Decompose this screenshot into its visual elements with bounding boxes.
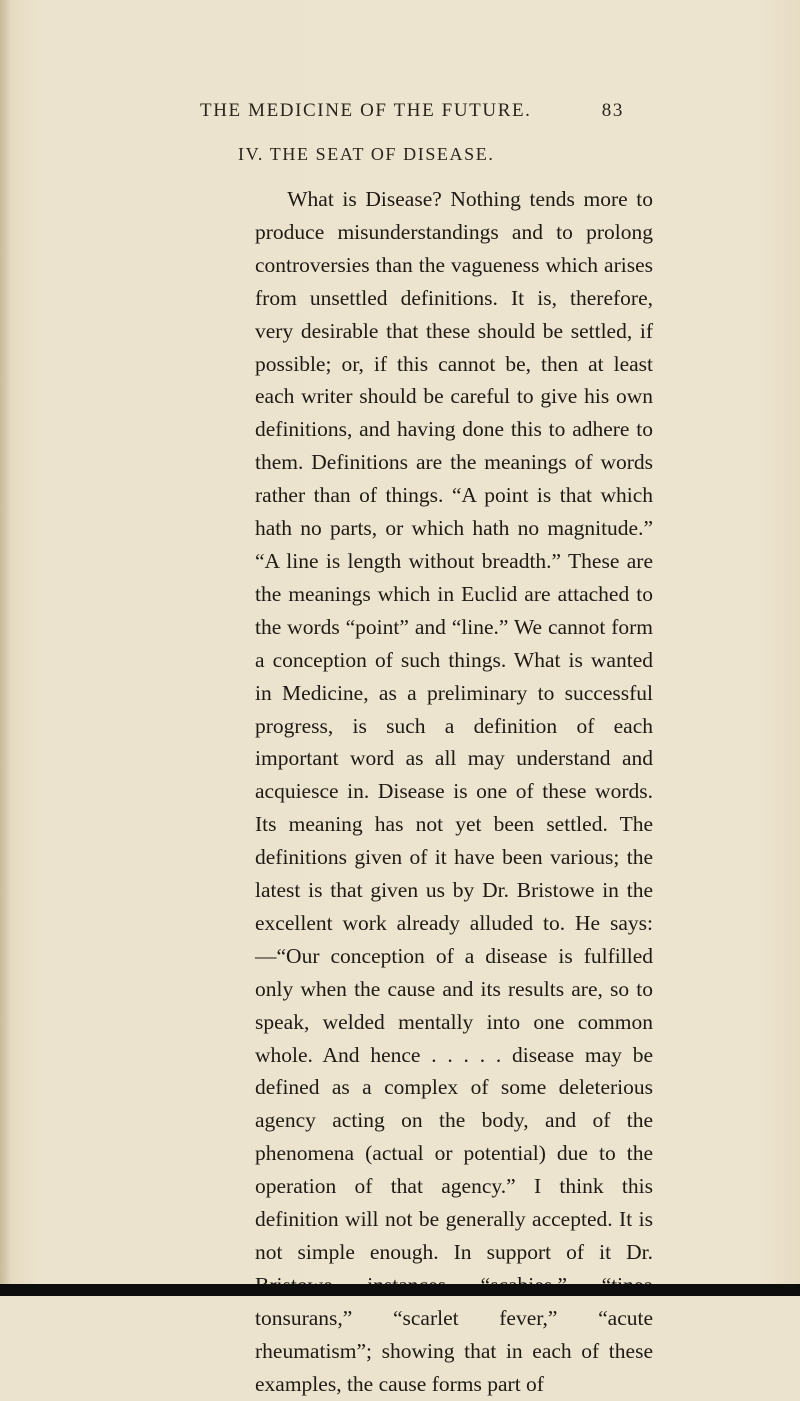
body-paragraph: What is Disease? Nothing tends more to produce misunderstandings and to prolong controversies than the vagueness which arises from unsettled definitions. It is, therefore, very desirable that these should be settled, if possible; or, if this cannot be, then at least each writer should be careful to give his own definitions, and having done this to adhere to them. Definitions are the meanings of words rather than of things. “A point is that which hath no parts, or which hath no magnitude.” “A line is length without breadth.” These are the meanings which in Euclid are attached to the words “point” and “line.” We cannot form a conception of such things. What is wanted in Medicine, as a preliminary to successful progress, is such a definition of each important word as all may understand and acquiesce in. Disease is one of these words. Its meaning has not yet been settled. The definitions given of it have been various; the latest is that given us by Dr. Bristowe in the excellent work already alluded to. He says:—“Our conception of a disease is fulfilled only when the cause and its results are, so to speak, welded mentally into one common whole. And hence . . . . . disease may be defined as a complex of some deleterious agency acting on the body, and of the phenomena (actual or potential) due to the operation of that agency.” I think this definition will not be generally accepted. It is not simple enough. In support of it Dr. tonsurans,” “scarlet fever,” “acute rheumatism”; showing that in each of these examples, the cause forms part of xyxy=(255,187,653,1396)
bottom-edge-bar xyxy=(0,1284,800,1296)
section-heading: IV. THE SEAT OF DISEASE. xyxy=(238,144,495,164)
page-number: 83 xyxy=(601,100,624,121)
body-text xyxy=(255,183,653,1401)
page-gutter-shadow xyxy=(0,0,10,1296)
running-title: THE MEDICINE OF THE FUTURE. xyxy=(200,100,532,121)
